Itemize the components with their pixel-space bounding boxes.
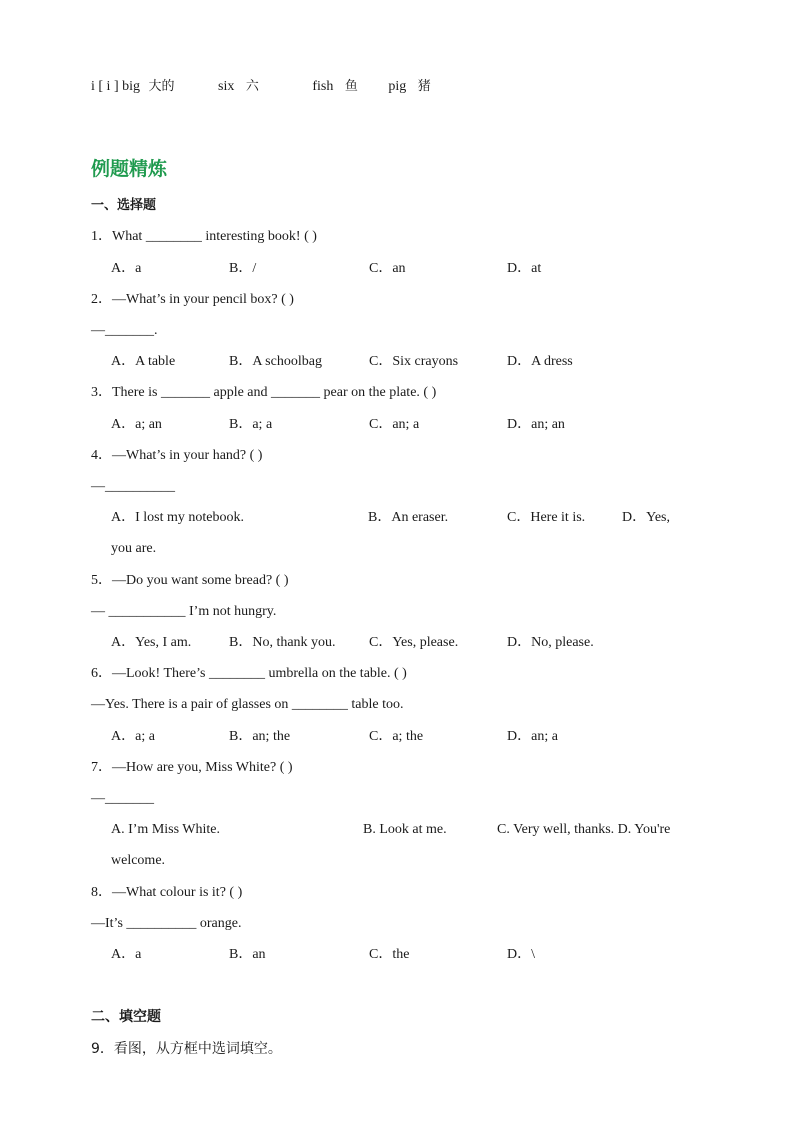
question-1: 1．What ________ interesting book! ( ) — [91, 229, 317, 244]
q8-option-d: D．\ — [507, 947, 535, 962]
question-9: 9．看图，从方框中选词填空。 — [91, 1041, 282, 1057]
vocab-word-fish: fish — [312, 79, 334, 94]
q1-option-a: A．a — [111, 261, 142, 276]
question-5: 5．—Do you want some bread? ( ) — [91, 573, 289, 588]
q1-option-d: D．at — [507, 261, 542, 276]
q6-answer-line: —Yes. There is a pair of glasses on ________ table too. — [91, 697, 404, 712]
q2-answer-line: —_______. — [91, 323, 158, 338]
q4-option-d: D．Yes, — [622, 510, 670, 525]
question-4: 4．—What’s in your hand? ( ) — [91, 448, 263, 463]
q8-option-b: B．an — [229, 947, 266, 962]
q7-option-c-d: C. Very well, thanks. D. You're — [497, 822, 671, 837]
q7-option-d-continued: welcome. — [111, 853, 166, 868]
q5-option-c: C．Yes, please. — [369, 635, 459, 650]
q1-option-b: B．/ — [229, 261, 257, 276]
q8-option-a: A．a — [111, 947, 142, 962]
q6-option-a: A．a; a — [111, 729, 155, 744]
q4-answer-line: —__________ — [91, 479, 175, 494]
part2-title: 二、填空题 — [91, 1009, 161, 1025]
question-2: 2．—What’s in your pencil box? ( ) — [91, 292, 294, 307]
q3-option-c: C．an; a — [369, 417, 420, 432]
q4-option-d-continued: you are. — [111, 541, 157, 556]
question-6: 6．—Look! There’s ________ umbrella on the table. ( ) — [91, 666, 407, 681]
q7-option-b: B. Look at me. — [363, 822, 447, 837]
q2-option-c: C．Six crayons — [369, 354, 459, 369]
q5-option-b: B．No, thank you. — [229, 635, 336, 650]
q8-answer-line: —It’s __________ orange. — [91, 916, 242, 931]
vocab-word-big: i [ i ] big — [91, 79, 140, 94]
q3-option-b: B．a; a — [229, 417, 273, 432]
q3-option-d: D．an; an — [507, 417, 565, 432]
question-8: 8．—What colour is it? ( ) — [91, 885, 243, 900]
q6-option-b: B．an; the — [229, 729, 291, 744]
q8-option-c: C．the — [369, 947, 410, 962]
vocab-cn-six: 六 — [245, 79, 259, 94]
q3-option-a: A．a; an — [111, 417, 162, 432]
vocabulary-line — [91, 78, 431, 96]
q5-option-a: A．Yes, I am. — [111, 635, 192, 650]
vocab-cn-big: 大的 — [148, 79, 175, 94]
question-3: 3．There is _______ apple and _______ pear on the plate. ( ) — [91, 385, 437, 400]
vocab-word-six: six — [218, 79, 235, 94]
vocab-word-pig: pig — [388, 79, 407, 94]
q6-option-c: C．a; the — [369, 729, 424, 744]
vocab-cn-pig: 猪 — [417, 79, 431, 94]
q2-option-b: B．A schoolbag — [229, 354, 322, 369]
q4-option-c: C．Here it is. — [507, 510, 586, 525]
q4-option-a: A．I lost my notebook. — [111, 510, 244, 525]
q5-answer-line: — ___________ I’m not hungry. — [91, 604, 277, 619]
q7-answer-line: —_______ — [91, 791, 154, 806]
q2-option-d: D．A dress — [507, 354, 573, 369]
section-title: 例题精炼 — [91, 158, 168, 180]
q5-option-d: D．No, please. — [507, 635, 594, 650]
q7-option-a: A. I’m Miss White. — [111, 822, 221, 837]
question-7: 7．—How are you, Miss White? ( ) — [91, 760, 293, 775]
q2-option-a: A．A table — [111, 354, 176, 369]
vocab-cn-fish: 鱼 — [344, 79, 358, 94]
part1-title: 一、选择题 — [91, 198, 157, 213]
q6-option-d: D．an; a — [507, 729, 558, 744]
q1-option-c: C．an — [369, 261, 406, 276]
q4-option-b: B．An eraser. — [368, 510, 449, 525]
